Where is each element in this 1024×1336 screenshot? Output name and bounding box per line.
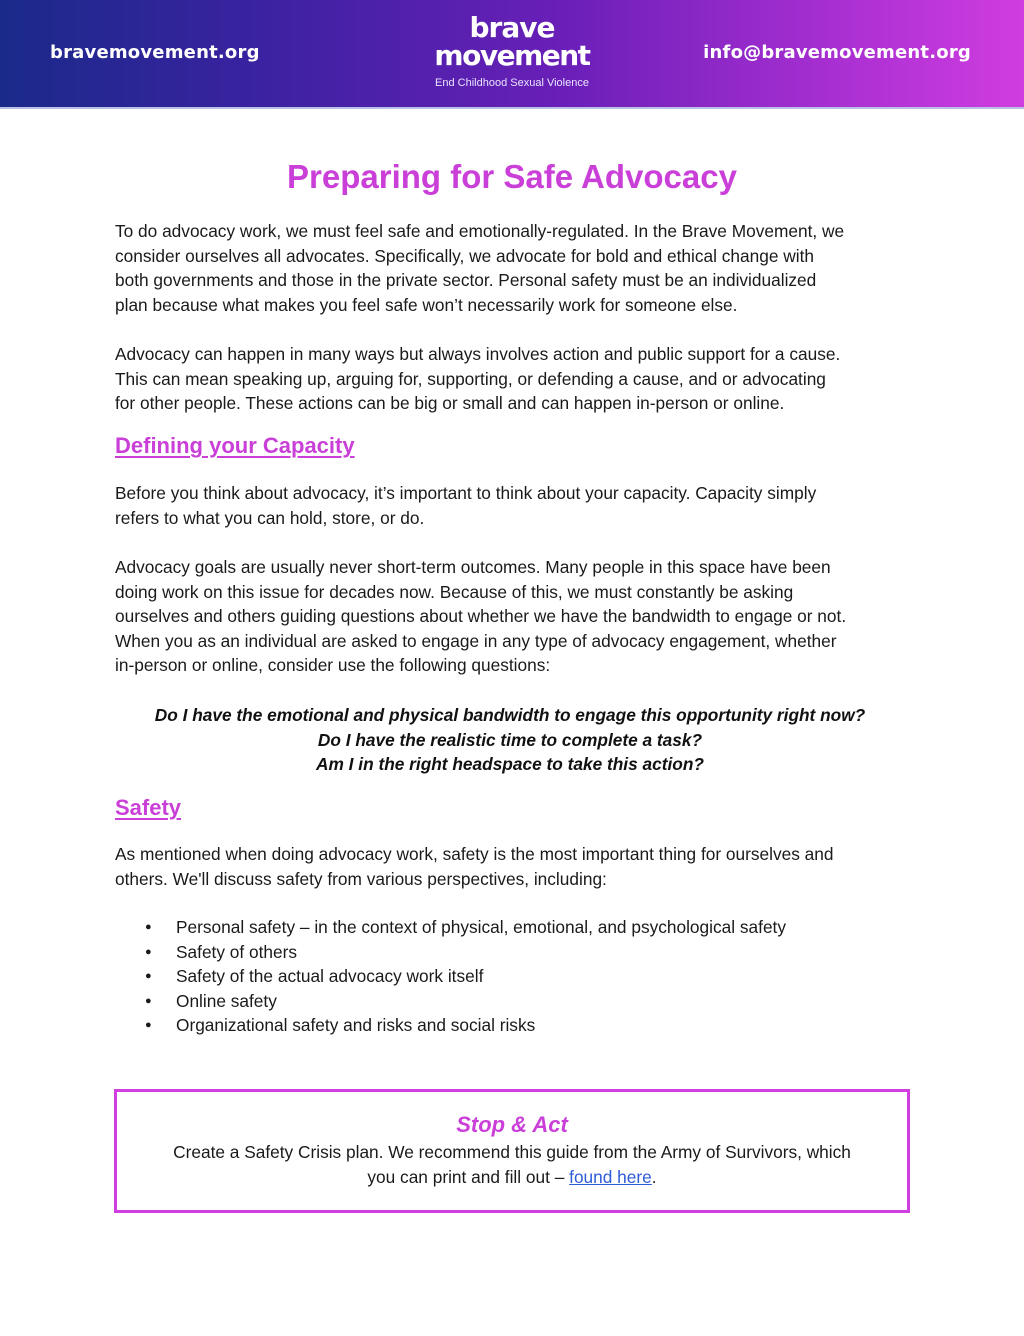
capacity-paragraph-2 <box>115 555 915 678</box>
text-line: for other people. These actions can be big or small and can happen in-person or online. <box>115 393 785 414</box>
text-fragment: you can print and fill out – <box>367 1166 570 1187</box>
stop-and-act-callout <box>114 1089 910 1213</box>
text-line <box>117 1165 907 1190</box>
text-line: others. We'll discuss safety from various perspectives, including: <box>115 868 607 889</box>
text-line: in-person or online, consider use the following questions: <box>115 655 551 676</box>
safety-paragraph <box>115 842 915 891</box>
question: Do I have the emotional and physical bandwidth to engage this opportunity right now? <box>154 705 866 725</box>
list-item: ● Safety of others <box>115 940 786 965</box>
text-line: To do advocacy work, we must feel safe and emotionally-regulated. In the Brave Movement, we <box>115 221 845 241</box>
question: Am I in the right headspace to take this action? <box>316 754 704 775</box>
website-link[interactable]: bravemovement.org <box>50 42 260 63</box>
brave-movement-logo <box>420 11 604 89</box>
list-item: ● Online safety <box>115 989 786 1014</box>
list-item: ● Organizational safety and risks and social risks <box>115 1013 786 1038</box>
question: Do I have the realistic time to complete a task? <box>317 729 703 750</box>
text-line: both governments and those in the private sector. Personal safety must be an individualized <box>115 270 817 291</box>
page-header-banner <box>0 0 1024 109</box>
text-line: ourselves and others guiding questions about whether we have the bandwidth to engage or not. <box>115 606 847 627</box>
text-line: Advocacy can happen in many ways but always involves action and public support for a cause. <box>115 344 841 364</box>
logo-line-1: brave <box>469 11 555 44</box>
list-item: ● Safety of the actual advocacy work itself <box>115 964 786 989</box>
guiding-questions <box>100 703 920 777</box>
text-line: Create a Safety Crisis plan. We recommend this guide from the Army of Survivors, which <box>173 1142 851 1162</box>
logo-line-2: movement <box>434 39 590 72</box>
safety-perspectives-list <box>115 915 786 1038</box>
email-link[interactable]: info@bravemovement.org <box>703 42 971 63</box>
text-line: doing work on this issue for decades now. Because of this, we must constantly be asking <box>115 581 794 602</box>
capacity-paragraph-1 <box>115 481 915 530</box>
callout-body <box>117 1140 907 1189</box>
heading-safety[interactable]: Safety <box>115 795 182 820</box>
text-line: Advocacy goals are usually never short-term outcomes. Many people in this space have been <box>115 557 831 577</box>
text-line: When you as an individual are asked to engage in any type of advocacy engagement, whether <box>115 630 837 651</box>
found-here-link[interactable]: found here <box>569 1166 652 1187</box>
text-line: refers to what you can hold, store, or do. <box>115 507 425 528</box>
text-line: consider ourselves all advocates. Specifically, we advocate for bold and ethical change with <box>115 245 815 266</box>
logo-tagline: End Childhood Sexual Violence <box>435 77 589 89</box>
page-title: Preparing for Safe Advocacy <box>287 158 737 195</box>
text-line: As mentioned when doing advocacy work, safety is the most important thing for ourselves and <box>115 844 834 864</box>
text-line: plan because what makes you feel safe won’t necessarily work for someone else. <box>115 294 738 315</box>
intro-paragraph-1 <box>115 219 915 317</box>
text-line: This can mean speaking up, arguing for, supporting, or defending a cause, and or advocating <box>115 368 826 389</box>
text-line: Before you think about advocacy, it’s important to think about your capacity. Capacity simply <box>115 483 817 503</box>
callout-title: Stop & Act <box>456 1112 568 1137</box>
heading-defining-capacity[interactable]: Defining your Capacity <box>115 433 355 458</box>
intro-paragraph-2 <box>115 342 915 416</box>
list-item: ● Personal safety – in the context of physical, emotional, and psychological safety <box>115 915 786 940</box>
text-fragment: . <box>651 1166 657 1187</box>
